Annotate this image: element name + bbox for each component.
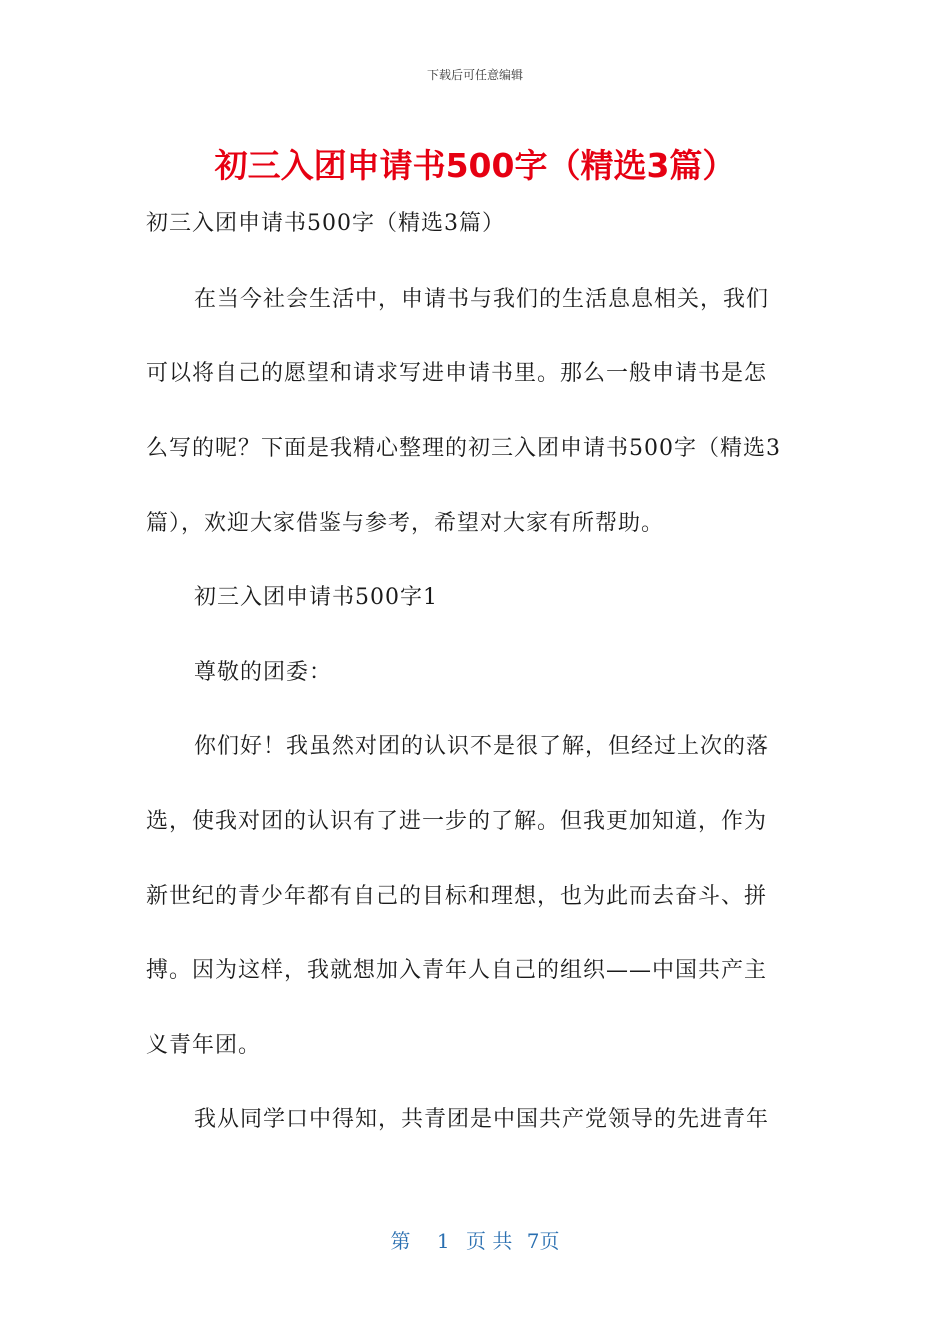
paragraph-line: 篇），欢迎大家借鉴与参考，希望对大家有所帮助。 (146, 511, 665, 536)
paragraph-line: 新世纪的青少年都有自己的目标和理想，也为此而去奋斗、拼 (146, 884, 768, 909)
paragraph-line: 你们好！我虽然对团的认识不是很了解，但经过上次的落 (194, 734, 770, 759)
footer-prefix: 第 (390, 1229, 411, 1253)
footer-mid: 页 共 (466, 1229, 513, 1253)
paragraph-line: 可以将自己的愿望和请求写进申请书里。那么一般申请书是怎 (146, 361, 768, 386)
document-title: 初三入团申请书500字（精选3篇） (214, 146, 736, 185)
footer-suffix: 页 (539, 1229, 560, 1253)
total-page-count: 7 (526, 1229, 540, 1253)
paragraph-line: 选，使我对团的认识有了进一步的了解。但我更加知道，作为 (146, 809, 768, 834)
section-heading: 初三入团申请书500字1 (194, 585, 438, 610)
salutation: 尊敬的团委： (194, 660, 333, 685)
paragraph-line: 在当今社会生活中，申请书与我们的生活息息相关，我们 (194, 287, 770, 312)
page-header-note: 下载后可任意编辑 (426, 68, 523, 82)
paragraph-line: 我从同学口中得知，共青团是中国共产党领导的先进青年 (194, 1107, 770, 1132)
paragraph-line: 么写的呢？下面是我精心整理的初三入团申请书500字（精选3 (146, 436, 781, 461)
page-number-footer (0, 1225, 950, 1254)
current-page-number: 1 (436, 1229, 450, 1253)
subtitle-line: 初三入团申请书500字（精选3篇） (146, 211, 505, 236)
paragraph-line: 义青年团。 (146, 1033, 262, 1058)
paragraph-line: 搏。因为这样，我就想加入青年人自己的组织——中国共产主 (146, 958, 768, 983)
